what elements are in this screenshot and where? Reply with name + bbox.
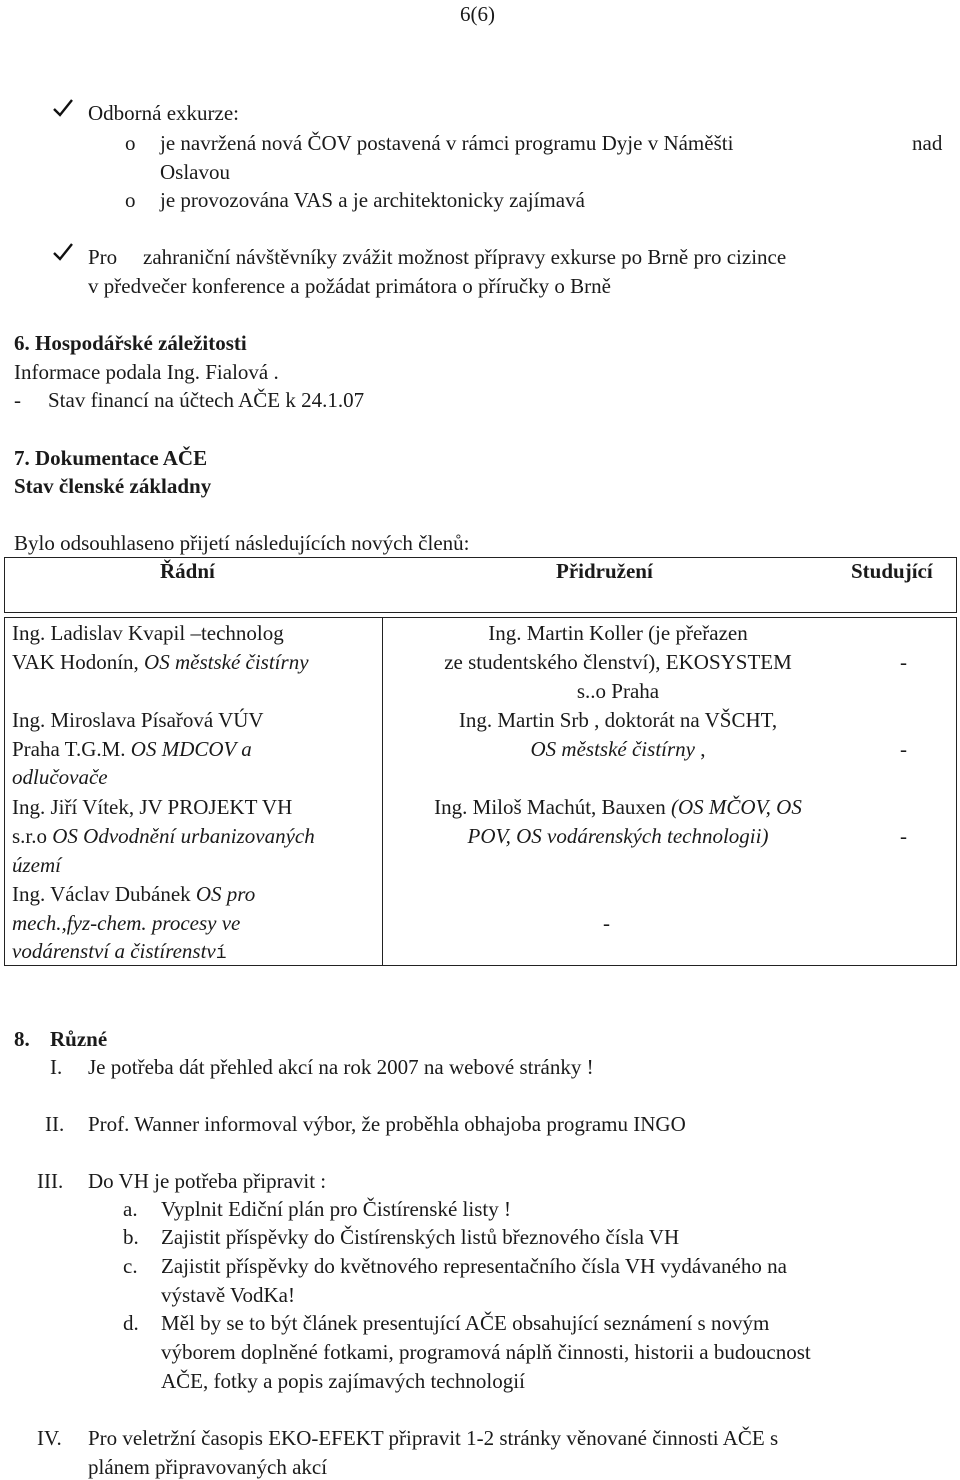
exkurze-line1: je navržená nová ČOV postavená v rámci programu Dyje v Náměšti bbox=[160, 131, 734, 155]
member-pridruzeni-line: Ing. Martin Srb , doktorát na VŠCHT, bbox=[458, 708, 778, 732]
member-pridruzeni-line: POV, OS vodárenských technologii) bbox=[467, 824, 769, 848]
subitem-line: Měl by se to být článek presentující AČE obsahující seznámení s novým bbox=[161, 1311, 770, 1335]
section8-item: Je potřeba dát přehled akcí na rok 2007 na webové stránky ! bbox=[88, 1055, 594, 1079]
roman-numeral: III. bbox=[37, 1169, 64, 1193]
member-pridruzeni-line: s..o Praha bbox=[576, 679, 660, 703]
section7-subheading: Stav členské základny bbox=[14, 474, 212, 498]
zahranicni-line2: v předvečer konference a požádat primátora o příručky o Brně bbox=[88, 274, 612, 298]
subitem-line: Zajistit příspěvky do Čistírenských listů březnového čísla VH bbox=[161, 1225, 680, 1249]
exkurze-line1-end: nad bbox=[912, 131, 943, 155]
member-radni-line: vodárenství a čistírenství bbox=[12, 939, 227, 964]
subitem-letter: d. bbox=[123, 1311, 139, 1335]
header-radni: Řádní bbox=[160, 559, 215, 583]
member-pridruzeni-line: - bbox=[603, 911, 610, 935]
zahranicni-line1b: zahraniční návštěvníky zvážit možnost přípravy exkurse po Brně pro cizince bbox=[143, 245, 787, 269]
header-pridruzeni: Přidružení bbox=[556, 559, 653, 583]
member-pridruzeni-line: ze studentského členství), EKOSYSTEM bbox=[444, 650, 792, 674]
member-radni-line: odlučovače bbox=[12, 765, 108, 789]
section8-item: Do VH je potřeba připravit : bbox=[88, 1169, 327, 1193]
member-radni-line: s.r.o OS Odvodnění urbanizovaných bbox=[12, 824, 315, 848]
section8-number: 8. bbox=[14, 1027, 30, 1051]
section6-info: Informace podala Ing. Fialová . bbox=[14, 360, 279, 384]
member-radni-line: Ing. Jiří Vítek, JV PROJEKT VH bbox=[12, 795, 293, 819]
member-radni-line: Praha T.G.M. OS MDCOV a bbox=[12, 737, 252, 761]
subitem-letter: c. bbox=[123, 1254, 138, 1278]
member-radni-line: Ing. Miroslava Písařová VÚV bbox=[12, 708, 264, 732]
bullet-o: o bbox=[125, 188, 136, 212]
section7-heading: 7. Dokumentace AČE bbox=[14, 446, 208, 470]
subitem-letter: a. bbox=[123, 1197, 138, 1221]
exkurze-line2: je provozována VAS a je architektonicky zajímavá bbox=[160, 188, 585, 212]
roman-numeral: IV. bbox=[37, 1426, 62, 1450]
section8-item: Pro veletržní časopis EKO-EFEKT připravit 1-2 stránky věnované činnosti AČE s bbox=[88, 1426, 779, 1450]
subitem-letter: b. bbox=[123, 1225, 139, 1249]
subitem-line: výborem doplněné fotkami, programová náplň činnosti, historii a budoucnost bbox=[161, 1340, 811, 1364]
member-radni-line: území bbox=[12, 853, 61, 877]
subitem-line: Zajistit příspěvky do květnového representačního čísla VH vydávaného na bbox=[161, 1254, 787, 1278]
member-radni-line: mech.,fyz-chem. procesy ve bbox=[12, 911, 241, 935]
zahranicni-line1a: Pro bbox=[88, 245, 118, 269]
section8-heading: Různé bbox=[50, 1027, 108, 1051]
section6-item: Stav financí na účtech AČE k 24.1.07 bbox=[48, 388, 365, 412]
subitem-line: výstavě VodKa! bbox=[161, 1283, 295, 1307]
member-pridruzeni-line: Ing. Martin Koller (je přeřazen bbox=[488, 621, 748, 645]
section8-item-cont: plánem připravovaných akcí bbox=[88, 1455, 328, 1479]
header-studujici: Studující bbox=[851, 559, 933, 583]
exkurze-title: Odborná exkurze: bbox=[88, 101, 240, 125]
roman-numeral: II. bbox=[45, 1112, 65, 1136]
section8-item: Prof. Wanner informoval výbor, že proběhla obhajoba programu INGO bbox=[88, 1112, 686, 1136]
section6-dash: - bbox=[14, 388, 21, 412]
member-pridruzeni-line: OS městské čistírny , bbox=[530, 737, 706, 761]
subitem-line: Vyplnit Ediční plán pro Čistírenské listy ! bbox=[161, 1197, 511, 1221]
member-studujici: - bbox=[900, 737, 907, 761]
roman-numeral: I. bbox=[50, 1055, 63, 1079]
member-studujici: - bbox=[900, 824, 907, 848]
member-studujici: - bbox=[900, 650, 907, 674]
member-radni-line: VAK Hodonín, OS městské čistírny bbox=[12, 650, 309, 674]
member-radni-line: Ing. Václav Dubánek OS pro bbox=[12, 882, 256, 906]
subitem-line: AČE, fotky a popis zajímavých technologií bbox=[161, 1369, 525, 1393]
exkurze-line1-cont: Oslavou bbox=[160, 160, 230, 184]
page-number: 6(6) bbox=[460, 2, 495, 26]
member-radni-line: Ing. Ladislav Kvapil –technolog bbox=[12, 621, 284, 645]
member-pridruzeni-line: Ing. Miloš Machút, Bauxen (OS MČOV, OS bbox=[434, 795, 802, 819]
bullet-o: o bbox=[125, 131, 136, 155]
members-intro: Bylo odsouhlaseno přijetí následujících nových členů: bbox=[14, 531, 470, 555]
checkmark-icon bbox=[52, 242, 74, 262]
checkmark-icon bbox=[52, 98, 74, 118]
section6-heading: 6. Hospodářské záležitosti bbox=[14, 331, 247, 355]
